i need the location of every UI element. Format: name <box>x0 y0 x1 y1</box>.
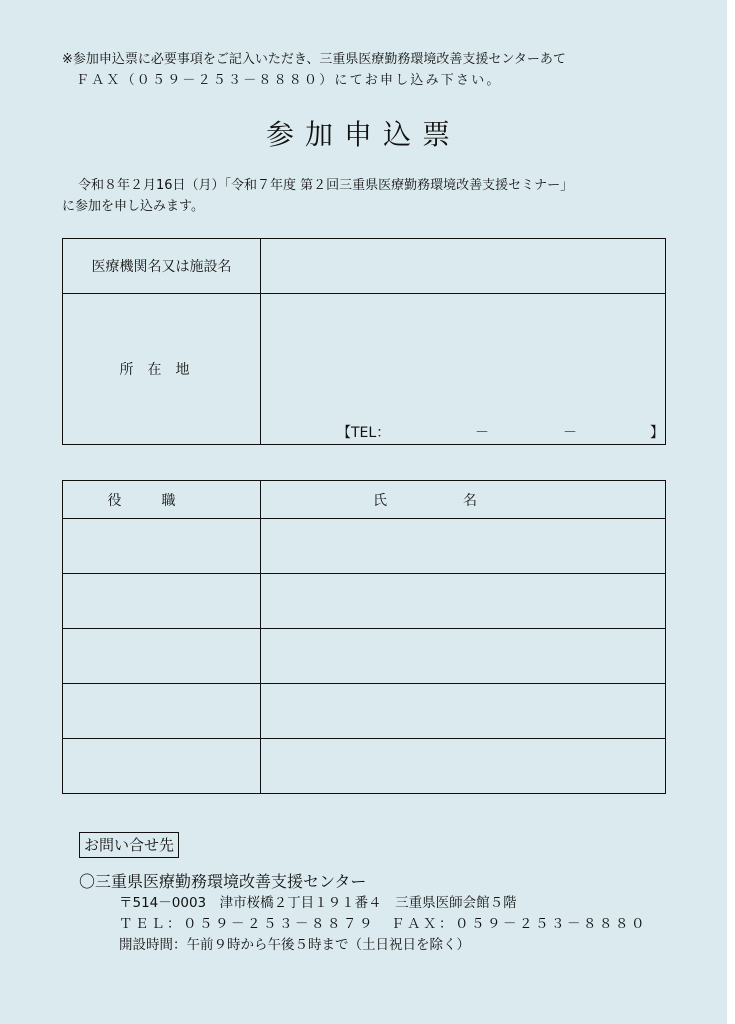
institution-input[interactable] <box>261 239 666 294</box>
name-input[interactable] <box>261 629 666 684</box>
tel-dash-2: － <box>563 425 577 441</box>
position-input[interactable] <box>63 684 261 739</box>
position-input[interactable] <box>63 629 261 684</box>
notice-line-1: ※参加申込票に必要事項をご記入いただき、三重県医療勤務環境改善支援センターあて <box>62 52 566 67</box>
name-input[interactable] <box>261 519 666 574</box>
contact-heading: お問い合せ先 <box>79 832 179 858</box>
notice-line-2: ＦＡＸ（０５９－２５３－８８８０）にてお申し込み下さい。 <box>76 73 502 88</box>
institution-label: 医療機関名又は施設名 <box>63 239 261 294</box>
address-input[interactable] <box>261 294 666 445</box>
position-input[interactable] <box>63 739 261 794</box>
contact-details <box>119 893 647 956</box>
intro-line-1: 令和８年２月16日（月）「令和７年度 第２回三重県医療勤務環境改善支援セミナー」 <box>78 178 574 193</box>
contact-tel-fax: ＴＥＬ：０５９－２５３－８８７９ ＦＡＸ：０５９－２５３－８８８０ <box>119 916 647 932</box>
intro-text <box>62 175 682 217</box>
attendee-row <box>63 519 666 574</box>
institution-table <box>62 238 666 445</box>
name-input[interactable] <box>261 684 666 739</box>
position-input[interactable] <box>63 574 261 629</box>
attendee-row <box>63 574 666 629</box>
attendee-row <box>63 739 666 794</box>
page-title: 参加申込票 <box>265 118 461 151</box>
address-label: 所在地 <box>63 294 261 445</box>
tel-line <box>337 422 664 442</box>
contact-address: 〒514－0003 津市桜橋２丁目１９１番４ 三重県医師会館５階 <box>119 895 517 911</box>
attendee-row <box>63 629 666 684</box>
tel-close: 】 <box>650 425 664 441</box>
position-header: 役職 <box>63 481 261 519</box>
attendee-table <box>62 480 666 794</box>
name-input[interactable] <box>261 574 666 629</box>
attendee-header-row <box>63 481 666 519</box>
contact-hours: 開設時間：午前９時から午後５時まで（土日祝日を除く） <box>119 937 470 953</box>
intro-line-2: に参加を申し込みます。 <box>62 199 204 214</box>
submission-notice <box>62 49 682 91</box>
page-edge <box>727 0 735 1024</box>
name-header: 氏名 <box>261 481 666 519</box>
attendee-row <box>63 684 666 739</box>
contact-org: 〇三重県医療勤務環境改善支援センター <box>79 872 367 891</box>
tel-dash-1: － <box>475 425 489 441</box>
name-input[interactable] <box>261 739 666 794</box>
tel-open: 【TEL： <box>337 425 391 441</box>
position-input[interactable] <box>63 519 261 574</box>
